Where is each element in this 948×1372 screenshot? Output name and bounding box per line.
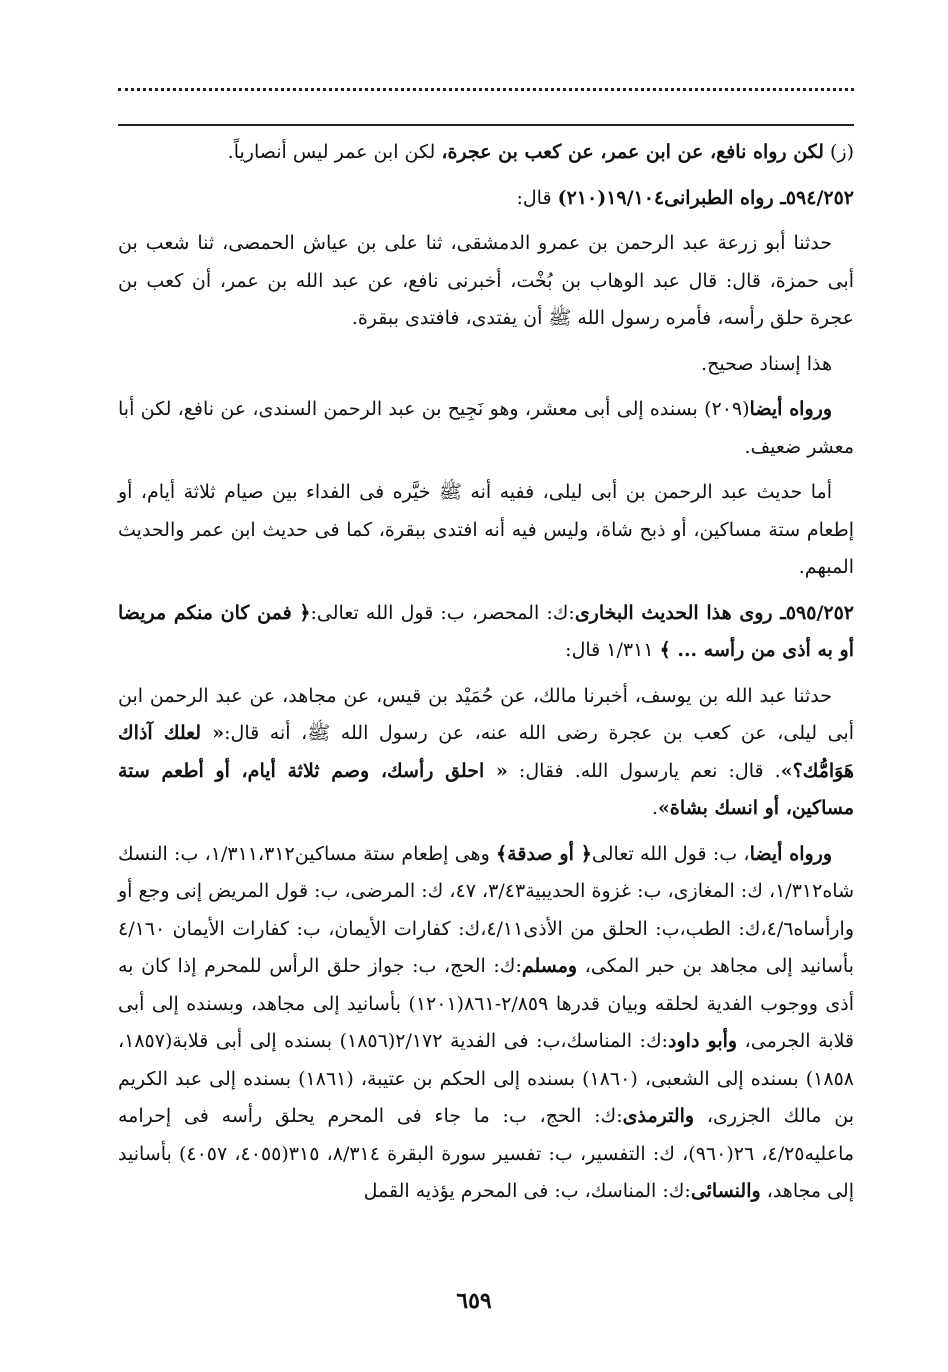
text-run: :ك: الحج، ب: جواز حلق الرأس للمحرم إذا كان به أذى ووجوب الفدية لحلقه وبيان قدرها ٢/٨٥٩-٨٦١(١٢٠١) بأسانيد إلى مجاهد، وبسنده إلى أبى قلابة الجرمى، — [118, 955, 854, 1052]
text-run: أما حديث عبد الرحمن بن أبى ليلى، ففيه أنه ﷺ خيَّره فى الفداء بين صيام ثلاثة أيام، أو إطعام ستة مساكين، أو ذبح شاة، وليس فيه أنه افتدى ببقرة، كما فى حديث ابن عمر والحديث المبهم. — [118, 481, 854, 578]
bold-text-run: ورواه أيضا — [749, 398, 832, 420]
paragraph — [118, 836, 854, 1211]
text-run: وهى إطعام ستة مساكين١/٣١١،٣١٢، ب: النسك شاه١/٣١٢، ك: المغازى، ب: غزوة الحديبية٣/٤٣، ٤٧، ك: المرضى، ب: قول المريض إنى وجع أو وارأساه٤/٦،ك: الطب،ب: الحلق من الأذى٤/١١،ك: كفارات الأيمان، ب: كفارات الأيمان ٤/١٦٠ بأسانيد إلى مجاهد بن حبر المكى، — [118, 842, 854, 977]
text-run: هذا إسناد صحيح. — [701, 352, 832, 375]
paragraph — [118, 678, 854, 828]
bold-text-run: ٥٩٥/٢٥٢ـ روى هذا الحديث البخارى — [574, 601, 854, 624]
text-run: (٢٠٩) بسنده إلى أبى معشر، وهو نَجِيح بن عبد الرحمن السندى، عن نافع، لكن أبا معشر ضعيف. — [118, 398, 854, 458]
bold-text-run: لكن رواه نافع، عن ابن عمر، عن كعب بن عجرة، — [441, 141, 824, 163]
bold-text-run: وأبو داود — [668, 1030, 738, 1052]
horizontal-rule — [118, 124, 854, 126]
text-body — [118, 134, 854, 1219]
text-run: :ك: الحج، ب: ما جاء فى المحرم يحلق رأسه فى إحرامه ماعليه٤/٢٥، ٢٦(٩٦٠)، ك: التفسير، ب: تفسير سورة البقرة ٨/٣١٤، ٣١٥(٤٠٥٥، ٤٠٥٧) بأسانيد إلى مجاهد، — [118, 1105, 855, 1202]
paragraph — [118, 180, 854, 218]
page-number: ٦٥٩ — [456, 1288, 492, 1314]
bold-text-run: ورواه أيضا — [749, 842, 833, 865]
paragraph — [118, 391, 854, 466]
paragraph — [118, 595, 854, 670]
bold-text-run: « لعلك آذاك هَوَامُّك؟» — [118, 722, 854, 782]
text-run: . — [651, 797, 659, 819]
bold-text-run: ومسلم — [521, 955, 578, 977]
bold-text-run: « احلق رأسك، وصم ثلاثة أيام، أو أطعم ستة مساكين، أو انسك بشاة» — [118, 759, 854, 819]
text-run: (ز) — [823, 141, 854, 163]
text-run: . قال: نعم يارسول الله. فقال: — [507, 759, 781, 782]
bold-text-run: والترمذى — [622, 1105, 695, 1127]
text-run: ١/٣١١ قال: — [565, 639, 660, 661]
text-run: ، ب: قول الله تعالى — [591, 842, 750, 865]
text-run: :ك: المحصر، ب: قول الله تعالى: — [310, 601, 575, 624]
text-run: حدثنا أبو زرعة عبد الرحمن بن عمرو الدمشقى، ثنا على بن عياش الحمصى، ثنا شعب بن أبى حمزة، قال: قال عبد الوهاب بن بُخْت، أخبرنى نافع، عن عبد الله بن عمر، أن كعب بن عجرة حلق رأسه، فأمره رسول الله ﷺ أن يفتدى، فافتدى ببقرة. — [118, 232, 854, 329]
paragraph — [118, 225, 854, 338]
text-run: :ك: المناسك، ب: فى المحرم يؤذيه القمل — [363, 1180, 691, 1202]
bold-text-run: ﴿ أو صدقة﴾ — [496, 842, 592, 865]
bold-text-run: والنسائى — [690, 1180, 761, 1202]
bold-text-run: ﴿ فمن كان منكم مريضا أو به أذى من رأسه ... ﴾ — [118, 601, 854, 661]
text-run: لكن ابن عمر ليس أنصارياً. — [227, 141, 442, 163]
paragraph — [118, 134, 854, 172]
dotted-separator — [118, 88, 854, 95]
paragraph — [118, 346, 854, 384]
text-run: قال: — [516, 186, 558, 209]
bold-text-run: ٥٩٤/٢٥٢ـ رواه الطبرانى١٩/١٠٤(٢١٠) — [557, 186, 854, 209]
paragraph — [118, 474, 854, 587]
text-run: :ك: المناسك،ب: فى الفدية ٢/١٧٢(١٨٥٦) بسنده إلى أبى قلابة(١٨٥٧، ١٨٥٨) بسنده إلى الشعبى، (١٨٦٠) بسنده إلى الحكم بن عتيبة، (١٨٦١) بسنده إلى عبد الكريم بن مالك الجزرى، — [118, 1030, 854, 1127]
text-run: حدثنا عبد الله بن يوسف، أخبرنا مالك، عن حُمَيْد بن قيس، عن مجاهد، عن عبد الرحمن ابن أبى ليلى، عن كعب بن عجرة رضى الله عنه، عن رسول الله ﷺ، أنه قال: — [118, 684, 854, 744]
